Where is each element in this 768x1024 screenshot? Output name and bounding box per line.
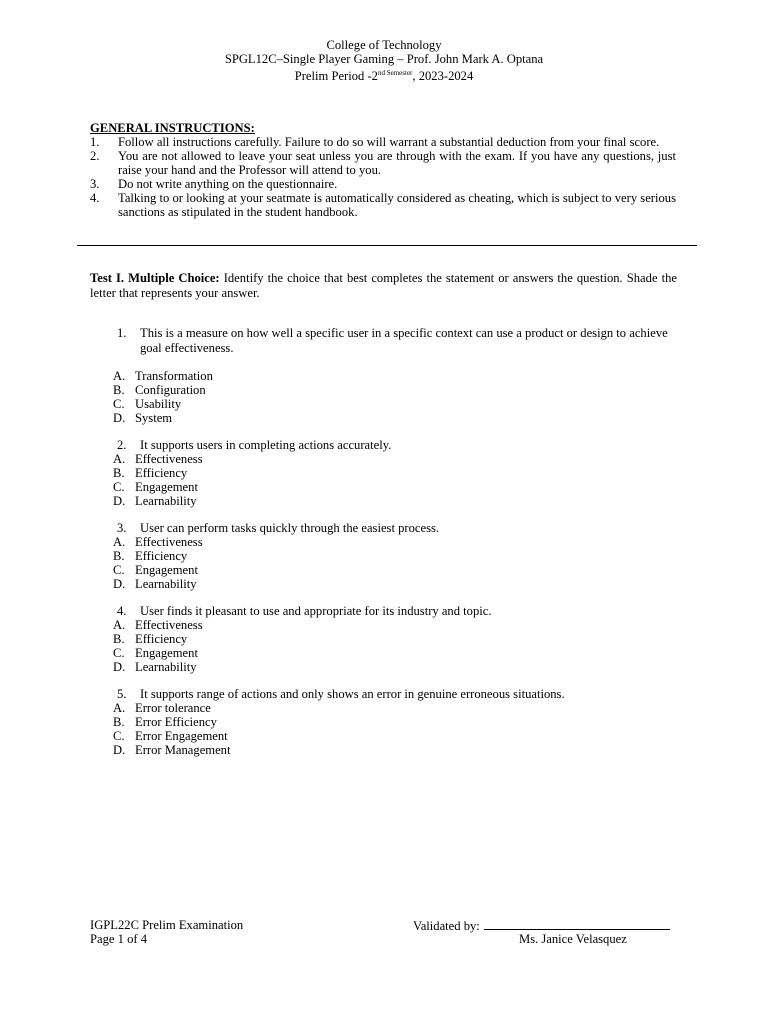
- choice-letter: B.: [113, 632, 125, 646]
- question-text: It supports range of actions and only shows an error in genuine erroneous situations.: [140, 687, 565, 701]
- choice-a[interactable]: [113, 369, 213, 383]
- choice-letter: C.: [113, 729, 125, 743]
- question-3-choices: [113, 535, 203, 591]
- question-2: [117, 438, 677, 453]
- course-title: SPGL12C–Single Player Gaming – Prof. John Mark A. Optana: [224, 52, 544, 66]
- question-2-choices: [113, 452, 203, 508]
- choice-text: Effectiveness: [135, 452, 203, 466]
- general-instructions: [90, 121, 676, 219]
- choice-text: Error Management: [135, 743, 231, 757]
- instruction-text: Talking to or looking at your seatmate is automatically considered as cheating, which is subject to very serious sanctions as stipulated in the student handbook.: [118, 191, 676, 219]
- choice-d[interactable]: [113, 743, 230, 757]
- choice-c[interactable]: [113, 480, 203, 494]
- question-4: [117, 604, 677, 619]
- choice-text: Transformation: [135, 369, 213, 383]
- instruction-number: 4.: [90, 191, 100, 205]
- choice-letter: D.: [113, 577, 126, 591]
- choice-text: Error Engagement: [135, 729, 228, 743]
- choice-a[interactable]: [113, 618, 203, 632]
- choice-text: System: [135, 411, 173, 425]
- choice-letter: A.: [113, 369, 126, 383]
- question-number: 4.: [117, 604, 127, 618]
- choice-letter: C.: [113, 563, 125, 577]
- choice-text: Engagement: [135, 646, 198, 660]
- choice-letter: A.: [113, 452, 126, 466]
- question-number: 1.: [117, 326, 127, 340]
- choice-letter: D.: [113, 494, 126, 508]
- question-number: 5.: [117, 687, 127, 701]
- choice-letter: C.: [113, 397, 125, 411]
- choice-a[interactable]: [113, 701, 230, 715]
- validator-name: Ms. Janice Velasquez: [519, 932, 627, 946]
- section-divider: [77, 245, 697, 246]
- choice-letter: D.: [113, 411, 126, 425]
- instructions-title: GENERAL INSTRUCTIONS:: [90, 121, 255, 135]
- choice-text: Efficiency: [135, 632, 188, 646]
- semester-superscript: nd Semester: [377, 69, 413, 77]
- choice-text: Learnability: [135, 577, 197, 591]
- choice-text: Error Efficiency: [135, 715, 217, 729]
- test-title: Test I. Multiple Choice:: [90, 271, 220, 285]
- choice-d[interactable]: [113, 411, 213, 425]
- period-line: [0, 66, 768, 83]
- choice-b[interactable]: [113, 383, 213, 397]
- choice-letter: C.: [113, 646, 125, 660]
- question-text: User finds it pleasant to use and appropriate for its industry and topic.: [140, 604, 492, 618]
- instruction-text: You are not allowed to leave your seat unless you are through with the exam. If you have any questions, just raise your hand and the Professor will attend to you.: [118, 149, 676, 177]
- instruction-item: [90, 177, 676, 191]
- question-text: It supports users in completing actions accurately.: [140, 438, 392, 452]
- choice-text: Error tolerance: [135, 701, 211, 715]
- validated-label: Validated by:: [413, 919, 480, 933]
- choice-letter: B.: [113, 466, 125, 480]
- instruction-text: Do not write anything on the questionnaire.: [118, 177, 338, 191]
- choice-b[interactable]: [113, 549, 203, 563]
- period-prefix: Prelim Period -2: [294, 69, 378, 83]
- page-number: Page 1 of 4: [90, 932, 148, 946]
- choice-letter: A.: [113, 701, 126, 715]
- choice-letter: D.: [113, 743, 126, 757]
- choice-d[interactable]: [113, 660, 203, 674]
- choice-letter: B.: [113, 715, 125, 729]
- choice-b[interactable]: [113, 715, 230, 729]
- choice-text: Efficiency: [135, 549, 188, 563]
- question-4-choices: [113, 618, 203, 674]
- instructions-list: [90, 135, 676, 219]
- signature-line: [484, 918, 670, 930]
- test-description: Identify the choice that best completes the statement or answers the question. Shade the letter that represents your answer.: [90, 271, 677, 300]
- document-header: [0, 38, 768, 83]
- test-instructions: [90, 271, 677, 300]
- choice-c[interactable]: [113, 729, 230, 743]
- choice-a[interactable]: [113, 535, 203, 549]
- choice-text: Configuration: [135, 383, 206, 397]
- choice-text: Engagement: [135, 480, 198, 494]
- choice-letter: B.: [113, 549, 125, 563]
- question-1: [117, 326, 677, 356]
- choice-letter: A.: [113, 618, 126, 632]
- question-1-choices: [113, 369, 213, 425]
- question-number: 3.: [117, 521, 127, 535]
- choice-c[interactable]: [113, 646, 203, 660]
- choice-text: Learnability: [135, 660, 197, 674]
- choice-b[interactable]: [113, 466, 203, 480]
- validation-block: [413, 918, 670, 933]
- choice-letter: A.: [113, 535, 126, 549]
- question-text: User can perform tasks quickly through the easiest process.: [140, 521, 440, 535]
- choice-text: Effectiveness: [135, 618, 203, 632]
- choice-c[interactable]: [113, 397, 213, 411]
- college-name: College of Technology: [326, 38, 442, 52]
- school-year: , 2023-2024: [412, 69, 474, 83]
- choice-text: Engagement: [135, 563, 198, 577]
- choice-text: Usability: [135, 397, 182, 411]
- instruction-number: 1.: [90, 135, 100, 149]
- choice-c[interactable]: [113, 563, 203, 577]
- question-5-choices: [113, 701, 230, 757]
- choice-letter: C.: [113, 480, 125, 494]
- choice-text: Efficiency: [135, 466, 188, 480]
- choice-d[interactable]: [113, 494, 203, 508]
- instruction-text: Follow all instructions carefully. Failure to do so will warrant a substantial deduction from your final score.: [118, 135, 660, 149]
- choice-text: Learnability: [135, 494, 197, 508]
- question-number: 2.: [117, 438, 127, 452]
- question-5: [117, 687, 677, 702]
- choice-letter: D.: [113, 660, 126, 674]
- exam-title: IGPL22C Prelim Examination: [90, 918, 244, 932]
- choice-letter: B.: [113, 383, 125, 397]
- question-3: [117, 521, 677, 536]
- question-text: This is a measure on how well a specific user in a specific context can use a product or design to achieve goal effectiveness.: [140, 326, 668, 355]
- instruction-item: [90, 191, 676, 219]
- instruction-number: 3.: [90, 177, 100, 191]
- instruction-item: [90, 149, 676, 177]
- instruction-number: 2.: [90, 149, 100, 163]
- choice-b[interactable]: [113, 632, 203, 646]
- instruction-item: [90, 135, 676, 149]
- footer-info: [90, 918, 243, 946]
- choice-a[interactable]: [113, 452, 203, 466]
- choice-d[interactable]: [113, 577, 203, 591]
- choice-text: Effectiveness: [135, 535, 203, 549]
